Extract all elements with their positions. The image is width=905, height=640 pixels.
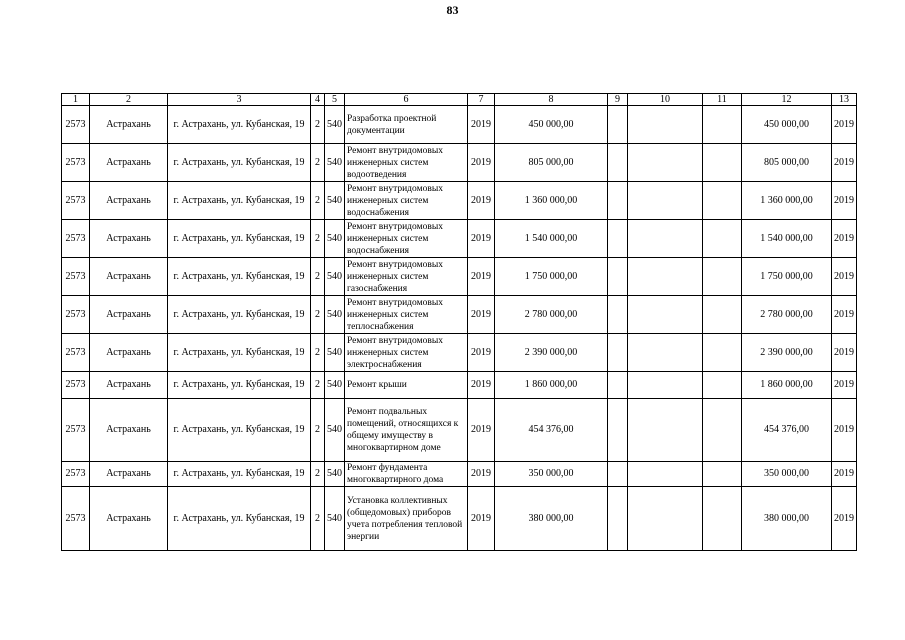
cell-c5: 540 — [325, 220, 345, 258]
table-row — [62, 399, 857, 462]
table-row — [62, 372, 857, 399]
cell-year-end: 2019 — [832, 220, 857, 258]
cell-total: 454 376,00 — [742, 399, 832, 462]
cell-id: 2573 — [62, 296, 90, 334]
header-cell: 12 — [742, 94, 832, 106]
cell-c11 — [703, 144, 742, 182]
cell-year: 2019 — [468, 462, 495, 487]
cell-address: г. Астрахань, ул. Кубанская, 19 — [168, 144, 311, 182]
cell-amount: 380 000,00 — [495, 487, 608, 551]
cell-total: 805 000,00 — [742, 144, 832, 182]
cell-work: Ремонт внутридомовых инженерных систем водоснабжения — [345, 220, 468, 258]
table-row — [62, 258, 857, 296]
header-cell: 5 — [325, 94, 345, 106]
cell-id: 2573 — [62, 258, 90, 296]
cell-c10 — [628, 462, 703, 487]
cell-address: г. Астрахань, ул. Кубанская, 19 — [168, 258, 311, 296]
cell-c11 — [703, 399, 742, 462]
cell-c10 — [628, 258, 703, 296]
cell-address: г. Астрахань, ул. Кубанская, 19 — [168, 182, 311, 220]
cell-year: 2019 — [468, 399, 495, 462]
cell-c4: 2 — [311, 296, 325, 334]
cell-year-end: 2019 — [832, 182, 857, 220]
cell-c11 — [703, 334, 742, 372]
cell-amount: 1 540 000,00 — [495, 220, 608, 258]
header-cell: 4 — [311, 94, 325, 106]
cell-year: 2019 — [468, 220, 495, 258]
cell-c4: 2 — [311, 144, 325, 182]
cell-c5: 540 — [325, 106, 345, 144]
cell-c10 — [628, 220, 703, 258]
cell-c5: 540 — [325, 144, 345, 182]
cell-year-end: 2019 — [832, 296, 857, 334]
cell-c11 — [703, 182, 742, 220]
cell-year-end: 2019 — [832, 334, 857, 372]
cell-c5: 540 — [325, 462, 345, 487]
cell-total: 380 000,00 — [742, 487, 832, 551]
cell-work: Ремонт внутридомовых инженерных систем теплоснабжения — [345, 296, 468, 334]
cell-total: 1 750 000,00 — [742, 258, 832, 296]
cell-c10 — [628, 487, 703, 551]
cell-city: Астрахань — [90, 296, 168, 334]
cell-c5: 540 — [325, 182, 345, 220]
cell-c11 — [703, 106, 742, 144]
cell-id: 2573 — [62, 106, 90, 144]
header-cell: 8 — [495, 94, 608, 106]
cell-total: 1 540 000,00 — [742, 220, 832, 258]
cell-c5: 540 — [325, 399, 345, 462]
cell-id: 2573 — [62, 399, 90, 462]
header-cell: 6 — [345, 94, 468, 106]
cell-c11 — [703, 220, 742, 258]
cell-c9 — [608, 182, 628, 220]
table-row — [62, 106, 857, 144]
cell-amount: 450 000,00 — [495, 106, 608, 144]
cell-total: 450 000,00 — [742, 106, 832, 144]
cell-c4: 2 — [311, 106, 325, 144]
works-table — [61, 93, 857, 551]
cell-amount: 1 750 000,00 — [495, 258, 608, 296]
cell-year: 2019 — [468, 258, 495, 296]
cell-address: г. Астрахань, ул. Кубанская, 19 — [168, 334, 311, 372]
cell-amount: 2 780 000,00 — [495, 296, 608, 334]
cell-year-end: 2019 — [832, 487, 857, 551]
cell-total: 1 360 000,00 — [742, 182, 832, 220]
cell-c9 — [608, 334, 628, 372]
cell-id: 2573 — [62, 144, 90, 182]
cell-c9 — [608, 220, 628, 258]
header-cell: 2 — [90, 94, 168, 106]
header-cell: 10 — [628, 94, 703, 106]
header-row — [62, 94, 857, 106]
cell-year: 2019 — [468, 106, 495, 144]
cell-c9 — [608, 462, 628, 487]
cell-city: Астрахань — [90, 144, 168, 182]
cell-c4: 2 — [311, 258, 325, 296]
cell-year: 2019 — [468, 372, 495, 399]
cell-total: 2 780 000,00 — [742, 296, 832, 334]
cell-address: г. Астрахань, ул. Кубанская, 19 — [168, 462, 311, 487]
cell-work: Ремонт внутридомовых инженерных систем водоснабжения — [345, 182, 468, 220]
cell-c4: 2 — [311, 399, 325, 462]
cell-address: г. Астрахань, ул. Кубанская, 19 — [168, 399, 311, 462]
cell-c11 — [703, 372, 742, 399]
cell-c4: 2 — [311, 372, 325, 399]
cell-c10 — [628, 182, 703, 220]
cell-c10 — [628, 144, 703, 182]
page-number: 83 — [446, 3, 459, 17]
cell-c5: 540 — [325, 372, 345, 399]
cell-work: Разработка проектной документации — [345, 106, 468, 144]
cell-work: Ремонт подвальных помещений, относящихся к общему имуществу в многоквартирном доме — [345, 399, 468, 462]
cell-city: Астрахань — [90, 372, 168, 399]
cell-work: Ремонт внутридомовых инженерных систем водоотведения — [345, 144, 468, 182]
cell-id: 2573 — [62, 334, 90, 372]
cell-id: 2573 — [62, 220, 90, 258]
cell-city: Астрахань — [90, 182, 168, 220]
cell-city: Астрахань — [90, 220, 168, 258]
cell-c10 — [628, 106, 703, 144]
cell-c5: 540 — [325, 258, 345, 296]
header-cell: 9 — [608, 94, 628, 106]
table-row — [62, 334, 857, 372]
cell-id: 2573 — [62, 372, 90, 399]
cell-c4: 2 — [311, 487, 325, 551]
cell-c4: 2 — [311, 182, 325, 220]
cell-c11 — [703, 296, 742, 334]
cell-work: Ремонт внутридомовых инженерных систем газоснабжения — [345, 258, 468, 296]
table-row — [62, 144, 857, 182]
cell-year: 2019 — [468, 487, 495, 551]
cell-amount: 805 000,00 — [495, 144, 608, 182]
cell-c9 — [608, 258, 628, 296]
cell-city: Астрахань — [90, 399, 168, 462]
cell-c5: 540 — [325, 487, 345, 551]
cell-c11 — [703, 487, 742, 551]
cell-work: Установка коллективных (общедомовых) приборов учета потребления тепловой энергии — [345, 487, 468, 551]
cell-c10 — [628, 334, 703, 372]
cell-c5: 540 — [325, 334, 345, 372]
cell-address: г. Астрахань, ул. Кубанская, 19 — [168, 220, 311, 258]
cell-c5: 540 — [325, 296, 345, 334]
cell-c9 — [608, 487, 628, 551]
cell-c4: 2 — [311, 462, 325, 487]
cell-address: г. Астрахань, ул. Кубанская, 19 — [168, 372, 311, 399]
cell-c9 — [608, 296, 628, 334]
header-cell: 11 — [703, 94, 742, 106]
cell-city: Астрахань — [90, 258, 168, 296]
cell-year: 2019 — [468, 144, 495, 182]
header-cell: 1 — [62, 94, 90, 106]
cell-c11 — [703, 462, 742, 487]
cell-work: Ремонт крыши — [345, 372, 468, 399]
cell-c4: 2 — [311, 220, 325, 258]
header-cell: 13 — [832, 94, 857, 106]
cell-year: 2019 — [468, 182, 495, 220]
cell-c9 — [608, 144, 628, 182]
cell-c10 — [628, 399, 703, 462]
cell-city: Астрахань — [90, 334, 168, 372]
cell-total: 1 860 000,00 — [742, 372, 832, 399]
header-cell: 7 — [468, 94, 495, 106]
cell-year: 2019 — [468, 296, 495, 334]
cell-total: 2 390 000,00 — [742, 334, 832, 372]
cell-id: 2573 — [62, 462, 90, 487]
cell-year-end: 2019 — [832, 144, 857, 182]
cell-id: 2573 — [62, 487, 90, 551]
cell-c9 — [608, 106, 628, 144]
cell-c9 — [608, 372, 628, 399]
table-row — [62, 220, 857, 258]
header-cell: 3 — [168, 94, 311, 106]
cell-city: Астрахань — [90, 106, 168, 144]
cell-work: Ремонт фундамента многоквартирного дома — [345, 462, 468, 487]
table-row — [62, 182, 857, 220]
cell-year-end: 2019 — [832, 462, 857, 487]
cell-id: 2573 — [62, 182, 90, 220]
cell-c10 — [628, 372, 703, 399]
cell-amount: 2 390 000,00 — [495, 334, 608, 372]
cell-year-end: 2019 — [832, 399, 857, 462]
cell-total: 350 000,00 — [742, 462, 832, 487]
cell-address: г. Астрахань, ул. Кубанская, 19 — [168, 106, 311, 144]
cell-city: Астрахань — [90, 462, 168, 487]
table-row — [62, 462, 857, 487]
cell-amount: 1 860 000,00 — [495, 372, 608, 399]
cell-amount: 454 376,00 — [495, 399, 608, 462]
cell-work: Ремонт внутридомовых инженерных систем электроснабжения — [345, 334, 468, 372]
cell-c4: 2 — [311, 334, 325, 372]
cell-year: 2019 — [468, 334, 495, 372]
cell-year-end: 2019 — [832, 258, 857, 296]
cell-c11 — [703, 258, 742, 296]
table-row — [62, 296, 857, 334]
table-row — [62, 487, 857, 551]
cell-address: г. Астрахань, ул. Кубанская, 19 — [168, 296, 311, 334]
cell-amount: 350 000,00 — [495, 462, 608, 487]
cell-amount: 1 360 000,00 — [495, 182, 608, 220]
cell-c9 — [608, 399, 628, 462]
cell-c10 — [628, 296, 703, 334]
cell-city: Астрахань — [90, 487, 168, 551]
cell-address: г. Астрахань, ул. Кубанская, 19 — [168, 487, 311, 551]
cell-year-end: 2019 — [832, 106, 857, 144]
cell-year-end: 2019 — [832, 372, 857, 399]
